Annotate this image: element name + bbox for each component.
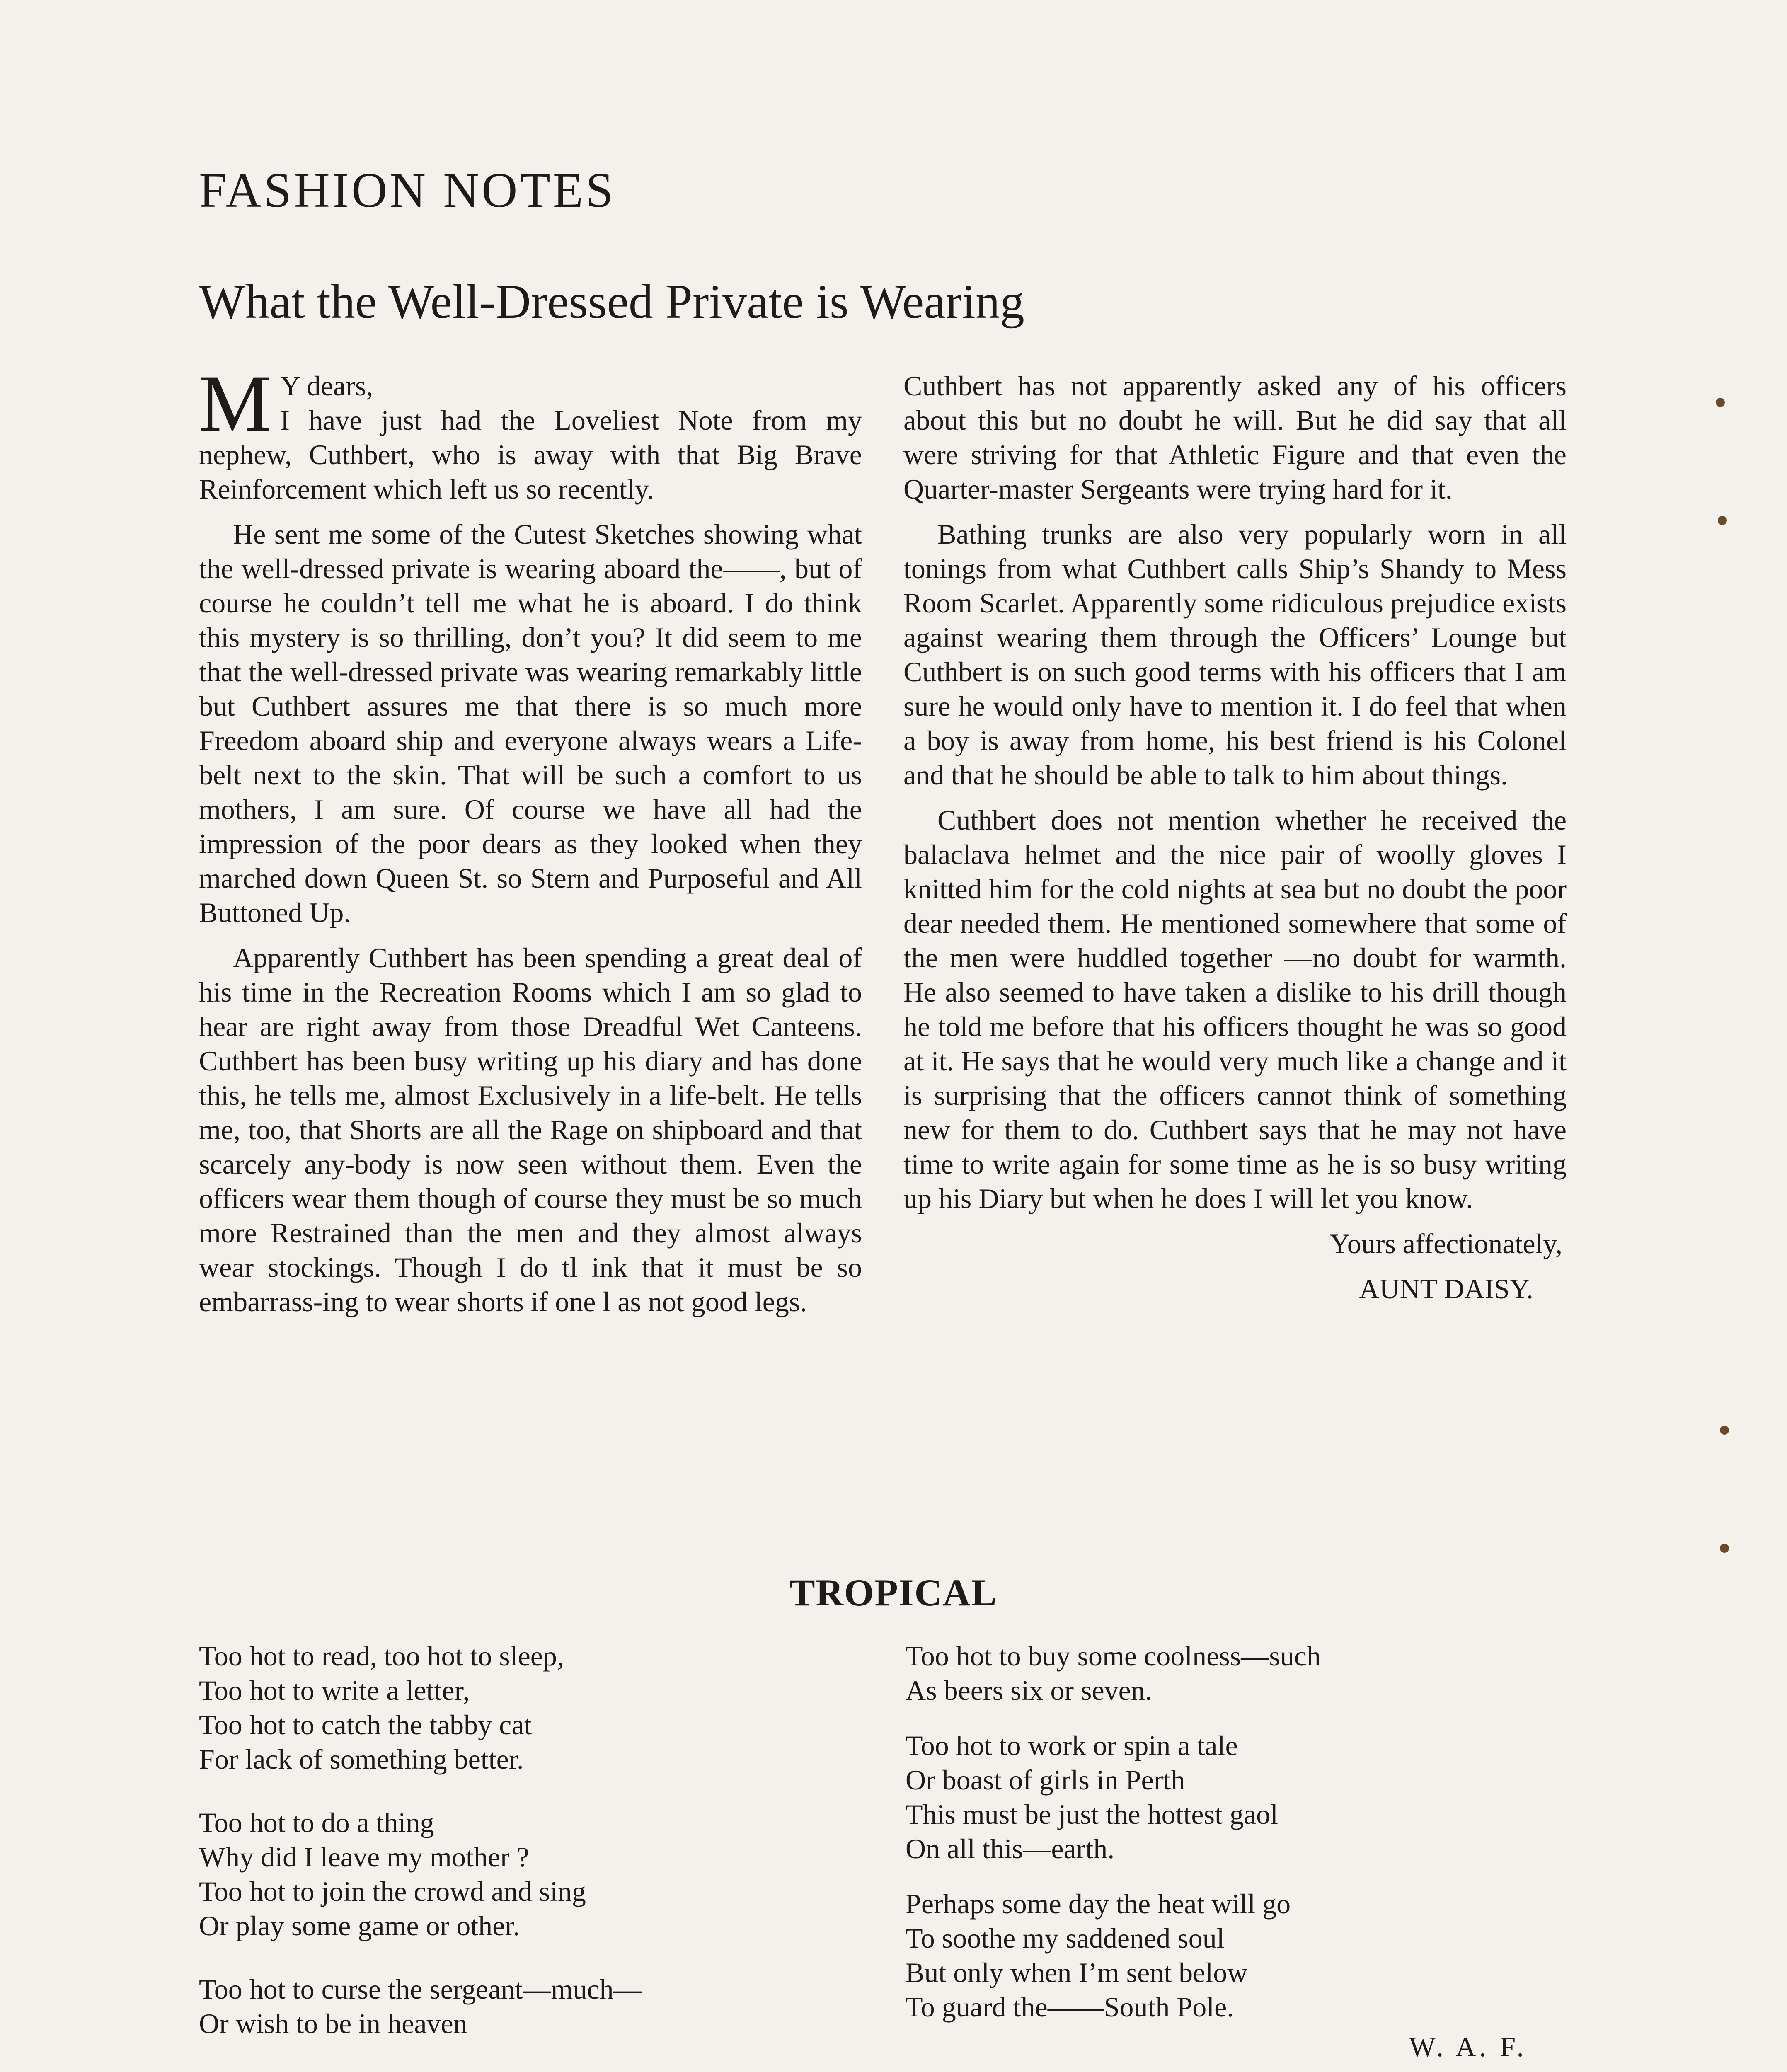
poem-line: Too hot to read, too hot to sleep, bbox=[199, 1640, 564, 1672]
poem-line: Too hot to join the crowd and sing bbox=[199, 1876, 586, 1907]
letter-closing: Yours affectionately, bbox=[1329, 1228, 1562, 1259]
poem-left-column bbox=[199, 1639, 862, 2070]
binding-hole-mark bbox=[1718, 516, 1727, 525]
poem-line: To guard the——South Pole. bbox=[906, 1991, 1234, 2023]
poem-line: Too hot to do a thing bbox=[199, 1807, 434, 1838]
poem-line: Perhaps some day the heat will go bbox=[906, 1888, 1291, 1920]
drop-cap: M bbox=[199, 358, 271, 448]
letter-opening bbox=[199, 358, 862, 506]
poem-stanza bbox=[199, 1806, 862, 1943]
paragraph: He sent me some of the Cutest Sketches showing what the well-dressed private is wearing aboard the——, but of course he couldn’t tell me what he is aboard. I do think this mystery is so thrilling, don’t you? It did seem to me that the well-dressed private was wearing remarkably little but Cuthbert assures me that there is so much more Freedom aboard ship and everyone always wears a Life-belt next to the skin. That will be such a comfort to us mothers, I am sure. Of course we have all had the impression of the poor dears as they looked when they marched down Queen St. so Stern and Purposeful and All Buttoned Up. bbox=[199, 518, 862, 928]
article-title: What the Well-Dressed Private is Wearing bbox=[199, 274, 1024, 329]
poem-stanza bbox=[906, 1639, 1569, 1708]
binding-hole-mark bbox=[1720, 1426, 1729, 1435]
poem-stanza bbox=[906, 1728, 1569, 1866]
paragraph: I have just had the Loveliest Note from my nephew, Cuthbert, who is away with that Big Brave Reinforcement which left us so recently. bbox=[199, 404, 862, 505]
poem-line: Too hot to write a letter, bbox=[199, 1675, 470, 1706]
poem-line: Why did I leave my mother ? bbox=[199, 1841, 529, 1873]
section-heading: FASHION NOTES bbox=[199, 162, 616, 218]
poem-line: On all this—earth. bbox=[906, 1833, 1115, 1864]
poem-stanza bbox=[199, 1639, 862, 1777]
poem-line: To soothe my saddened soul bbox=[906, 1922, 1225, 1954]
paragraph: Apparently Cuthbert has been spending a great deal of his time in the Recreation Rooms which I am so glad to hear are right away from those Dreadful Wet Canteens. Cuthbert has been busy writing up his diary and has done this, he tells me, almost Exclusively in a life-belt. He tells me, too, that Shorts are all the Rage on shipboard and that scarcely any-body is now seen without them. Even the officers wear them though of course they must be so much more Restrained than the men and they almost always wear stockings. Though I do tl ink that it must be so embarrass-ing to wear shorts if one l as not good legs. bbox=[199, 942, 862, 1317]
binding-hole-mark bbox=[1720, 1544, 1729, 1553]
poem-author: W. A. F. bbox=[1409, 2031, 1527, 2062]
poem-line: This must be just the hottest gaol bbox=[906, 1798, 1279, 1830]
poem-line: For lack of something better. bbox=[199, 1743, 524, 1775]
paragraph: Cuthbert has not apparently asked any of his officers about this but no doubt he will. But he did say that all were striving for that Athletic Figure and that even the Quarter-master Sergeants were trying hard for it. bbox=[903, 370, 1567, 505]
paragraph: Cuthbert does not mention whether he received the balaclava helmet and the nice pair of woolly gloves I knitted him for the cold nights at sea but no doubt the poor dear needed them. He mentioned somewhere that some of the men were huddled together —no doubt for warmth. He also seemed to have taken a dislike to his drill though he told me before that his officers thought he was so good at it. He says that he would very much like a change and it is surprising that the officers cannot think of something new for them to do. Cuthbert says that he may not have time to write again for some time as he is so busy writing up his Diary but when he does I will let you know. bbox=[903, 804, 1567, 1214]
poem-line: Too hot to curse the sergeant—much— bbox=[199, 1973, 642, 2005]
poem-right-column bbox=[906, 1639, 1569, 2045]
poem-line: Or play some game or other. bbox=[199, 1910, 520, 1941]
poem-line: Too hot to buy some coolness—such bbox=[906, 1640, 1321, 1672]
poem-stanza bbox=[906, 1887, 1569, 2024]
letter-right-column bbox=[903, 369, 1567, 1317]
salutation: Y dears, bbox=[280, 370, 373, 402]
poem-stanza bbox=[199, 1972, 862, 2041]
poem-line: As beers six or seven. bbox=[906, 1675, 1152, 1706]
letter-signature: AUNT DAISY. bbox=[1359, 1273, 1533, 1305]
poem-line: Too hot to catch the tabby cat bbox=[199, 1709, 532, 1740]
poem-line: Or wish to be in heaven bbox=[199, 2008, 467, 2039]
binding-hole-mark bbox=[1716, 398, 1725, 407]
poem-line: Too hot to work or spin a tale bbox=[906, 1730, 1238, 1761]
letter-left-column bbox=[199, 358, 862, 1330]
paragraph: Bathing trunks are also very popularly worn in all tonings from what Cuthbert calls Ship’s Shandy to Mess Room Scarlet. Apparently some ridiculous prejudice exists against wearing them through the Officers’ Lounge but Cuthbert is on such good terms with his officers that I am sure he would only have to mention it. I do feel that when a boy is away from home, his best friend is his Colonel and that he should be able to talk to him about things. bbox=[903, 518, 1567, 791]
poem-title: TROPICAL bbox=[789, 1571, 998, 1614]
poem-line: But only when I’m sent below bbox=[906, 1957, 1248, 1988]
poem-line: Or boast of girls in Perth bbox=[906, 1764, 1185, 1796]
